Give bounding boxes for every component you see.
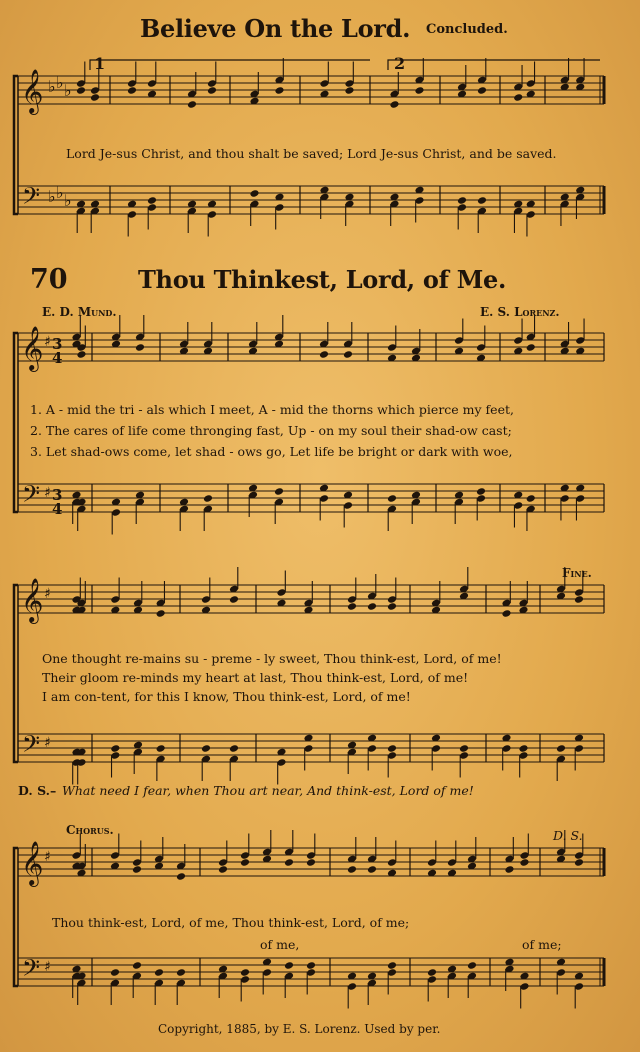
- svg-text:𝄢: 𝄢: [22, 480, 41, 513]
- svg-text:♭: ♭: [64, 191, 72, 210]
- verse-1-line-2: One thought re-mains su - preme - ly sweet, Thou think-est, Lord, of me!: [42, 651, 502, 666]
- svg-text:4: 4: [52, 349, 63, 367]
- ending-2-mark: 2: [394, 54, 406, 73]
- concluded-label: Concluded.: [426, 22, 508, 37]
- svg-text:♯: ♯: [44, 735, 51, 751]
- svg-text:♭: ♭: [64, 81, 72, 100]
- verse-3-line-1: 3. Let shad-ows come, let shad - ows go, Let life be bright or dark with woe,: [30, 444, 513, 459]
- svg-text:♭: ♭: [56, 73, 64, 92]
- svg-text:𝄞: 𝄞: [21, 841, 44, 885]
- chorus-line-1: Thou think-est, Lord, of me, Thou think-est, Lord, of me;: [52, 915, 410, 930]
- svg-text:♯: ♯: [44, 334, 51, 350]
- copyright-footer: Copyright, 1885, by E. S. Lorenz. Used by per.: [158, 1022, 441, 1036]
- hymn-number: 70: [30, 264, 68, 295]
- chorus-line-2a: of me,: [260, 937, 300, 952]
- svg-text:♭: ♭: [48, 77, 56, 96]
- verse-3-line-2: I am con-tent, for this I know, Thou think-est, Lord, of me!: [42, 689, 411, 704]
- svg-text:♯: ♯: [44, 586, 51, 602]
- ds-prefix: D. S.–: [18, 783, 57, 798]
- believe-lyric-line: Lord Je-sus Christ, and thou shalt be saved; Lord Je-sus Christ, and be saved.: [66, 146, 557, 161]
- svg-text:3: 3: [52, 486, 63, 504]
- ending-1-mark: 1: [94, 54, 106, 73]
- author-credit: E. D. Mund.: [42, 305, 117, 319]
- svg-text:3: 3: [52, 335, 63, 353]
- song-title-believe: Believe On the Lord.: [140, 14, 411, 43]
- svg-text:♯: ♯: [44, 959, 51, 975]
- fine-label: Fine.: [562, 566, 592, 580]
- ds-lyric-line: What need I fear, when Thou art near, And think-est, Lord of me!: [62, 783, 474, 798]
- verse-2-line-1: 2. The cares of life come thronging fast, Up - on my soul their shad-ow cast;: [30, 423, 512, 438]
- svg-text:𝄢: 𝄢: [22, 182, 41, 215]
- svg-text:𝄞: 𝄞: [21, 578, 44, 622]
- ds-label: D. S.: [553, 828, 583, 843]
- svg-text:𝄢: 𝄢: [22, 954, 41, 987]
- svg-text:𝄞: 𝄞: [21, 69, 44, 113]
- svg-text:𝄢: 𝄢: [22, 730, 41, 763]
- svg-text:4: 4: [52, 500, 63, 518]
- svg-text:♯: ♯: [44, 485, 51, 501]
- chorus-line-2b: of me;: [522, 937, 562, 952]
- svg-text:♭: ♭: [56, 183, 64, 202]
- composer-credit: E. S. Lorenz.: [480, 305, 560, 319]
- svg-text:♯: ♯: [44, 849, 51, 865]
- chorus-label: Chorus.: [66, 823, 114, 837]
- song-title-thou-thinkest: Thou Thinkest, Lord, of Me.: [138, 265, 507, 294]
- verse-2-line-2: Their gloom re-minds my heart at last, Thou think-est, Lord, of me!: [42, 670, 469, 685]
- svg-text:𝄞: 𝄞: [21, 326, 44, 370]
- svg-text:♭: ♭: [48, 187, 56, 206]
- verse-1-line-1: 1. A - mid the tri - als which I meet, A - mid the thorns which pierce my feet,: [30, 402, 514, 417]
